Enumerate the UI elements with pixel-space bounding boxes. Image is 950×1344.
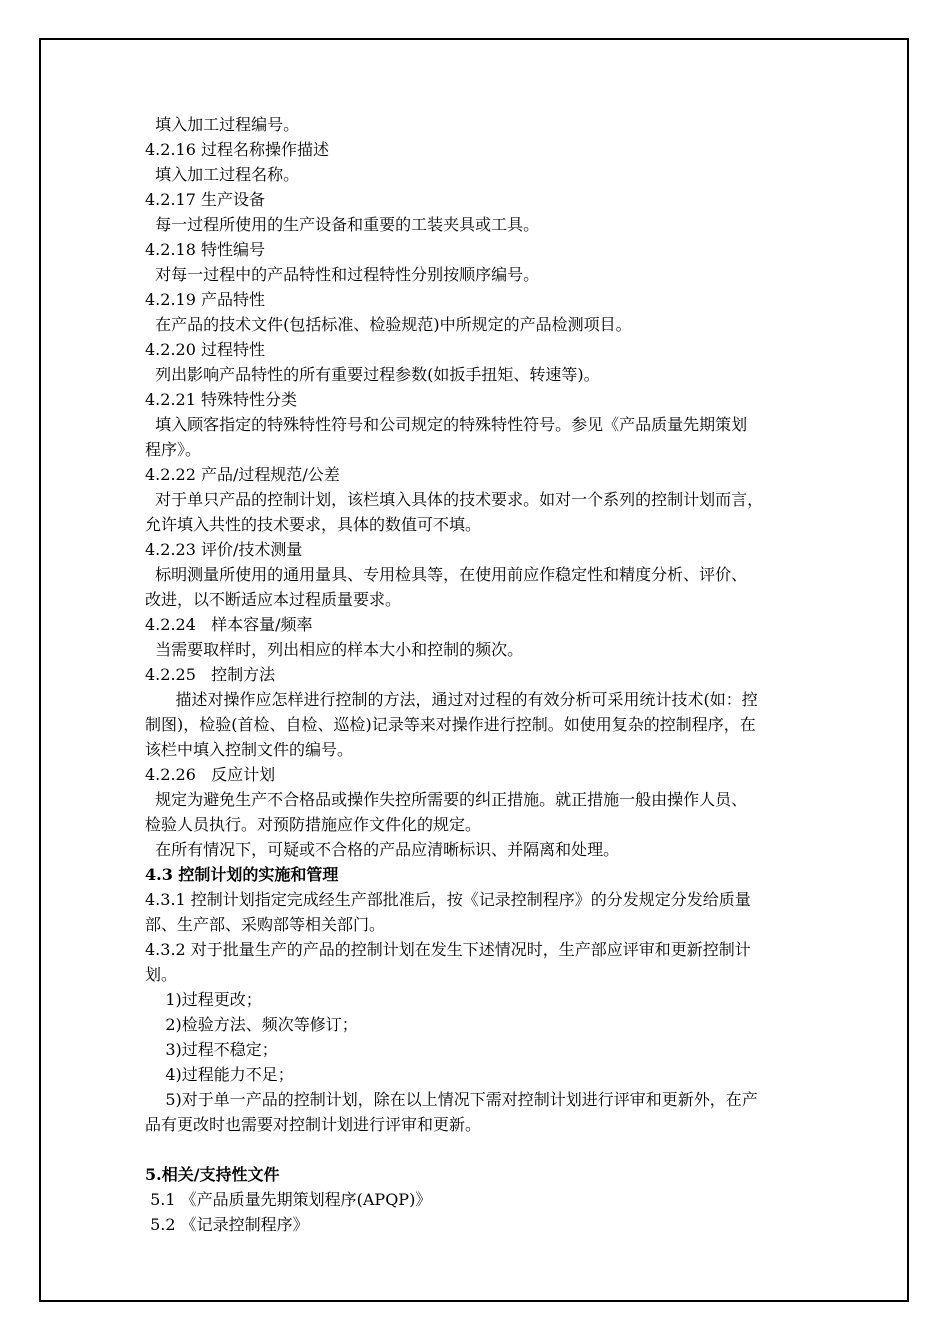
body-text-line: 当需要取样时，列出相应的样本大小和控制的频次。 [145,640,524,659]
body-text-line: 3)过程不稳定； [145,1040,278,1059]
body-text-line: 列出影响产品特性的所有重要过程参数(如扳手扭矩、转速等)。 [145,365,600,384]
body-text-line: 改进，以不断适应本过程质量要求。 [145,590,402,609]
section-heading: 4.2.17 生产设备 [145,190,265,209]
body-text-line: 描述对操作应怎样进行控制的方法，通过对过程的有效分析可采用统计技术(如：控 [145,690,758,709]
body-text-line: 填入加工过程编号。 [145,115,300,134]
section-heading: 4.2.18 特性编号 [145,240,265,259]
body-text-line: 填入加工过程名称。 [145,165,300,184]
body-text-line: 部、生产部、采购部等相关部门。 [145,915,386,934]
body-text-line: 制图)，检验(首检、自检、巡检)记录等来对操作进行控制。如使用复杂的控制程序，在 [145,715,756,734]
section-heading: 4.2.26 反应计划 [145,765,276,784]
body-text-line: 2)检验方法、频次等修订； [145,1015,358,1034]
section-heading: 4.2.20 过程特性 [145,340,265,359]
section-heading: 4.2.23 评价/技术测量 [145,540,303,559]
section-heading: 5.相关/支持性文件 [145,1165,280,1184]
section-heading: 4.3 控制计划的实施和管理 [145,865,339,884]
document-body [145,112,890,1237]
section-heading: 4.2.25 控制方法 [145,665,276,684]
section-heading: 4.2.19 产品特性 [145,290,265,309]
body-text-line: 在产品的技术文件(包括标准、检验规范)中所规定的产品检测项目。 [145,315,632,334]
section-heading: 4.2.21 特殊特性分类 [145,390,297,409]
section-heading: 4.2.22 产品/过程规范/公差 [145,465,340,484]
section-heading: 5.1 《产品质量先期策划程序(APQP)》 [145,1190,432,1209]
section-heading: 4.3.2 对于批量生产的产品的控制计划在发生下述情况时，生产部应评审和更新控制计 [145,940,751,959]
body-text-line: 标明测量所使用的通用量具、专用检具等，在使用前应作稳定性和精度分析、评价、 [145,565,748,584]
body-text-line: 对每一过程中的产品特性和过程特性分别按顺序编号。 [145,265,540,284]
body-text-line: 规定为避免生产不合格品或操作失控所需要的纠正措施。就正措施一般由操作人员、 [145,790,748,809]
body-text-line: 检验人员执行。对预防措施应作文件化的规定。 [145,815,482,834]
body-text-line: 对于单只产品的控制计划，该栏填入具体的技术要求。如对一个系列的控制计划而言， [145,490,764,509]
section-heading: 5.2 《记录控制程序》 [145,1215,309,1234]
section-heading: 4.2.16 过程名称操作描述 [145,140,329,159]
body-text-line: 1)过程更改； [145,990,262,1009]
body-text-line: 在所有情况下，可疑或不合格的产品应清晰标识、并隔离和处理。 [145,840,620,859]
body-text-line: 5)对于单一产品的控制计划，除在以上情况下需对控制计划进行评审和更新外，在产 [145,1090,758,1109]
section-heading: 4.3.1 控制计划指定完成经生产部批准后，按《记录控制程序》的分发规定分发给质量 [145,890,751,909]
blank-line [145,1137,890,1162]
body-text-line: 填入顾客指定的特殊特性符号和公司规定的特殊特性符号。参见《产品质量先期策划 [145,415,748,434]
body-text-line: 该栏中填入控制文件的编号。 [145,740,354,759]
body-text-line: 允许填入共性的技术要求，具体的数值可不填。 [145,515,482,534]
section-heading: 4.2.24 样本容量/频率 [145,615,313,634]
body-text-line: 划。 [145,965,178,984]
body-text-line: 每一过程所使用的生产设备和重要的工装夹具或工具。 [145,215,540,234]
body-text-line: 程序》。 [145,440,202,459]
body-text-line: 品有更改时也需要对控制计划进行评审和更新。 [145,1115,482,1134]
body-text-line: 4)过程能力不足； [145,1065,294,1084]
